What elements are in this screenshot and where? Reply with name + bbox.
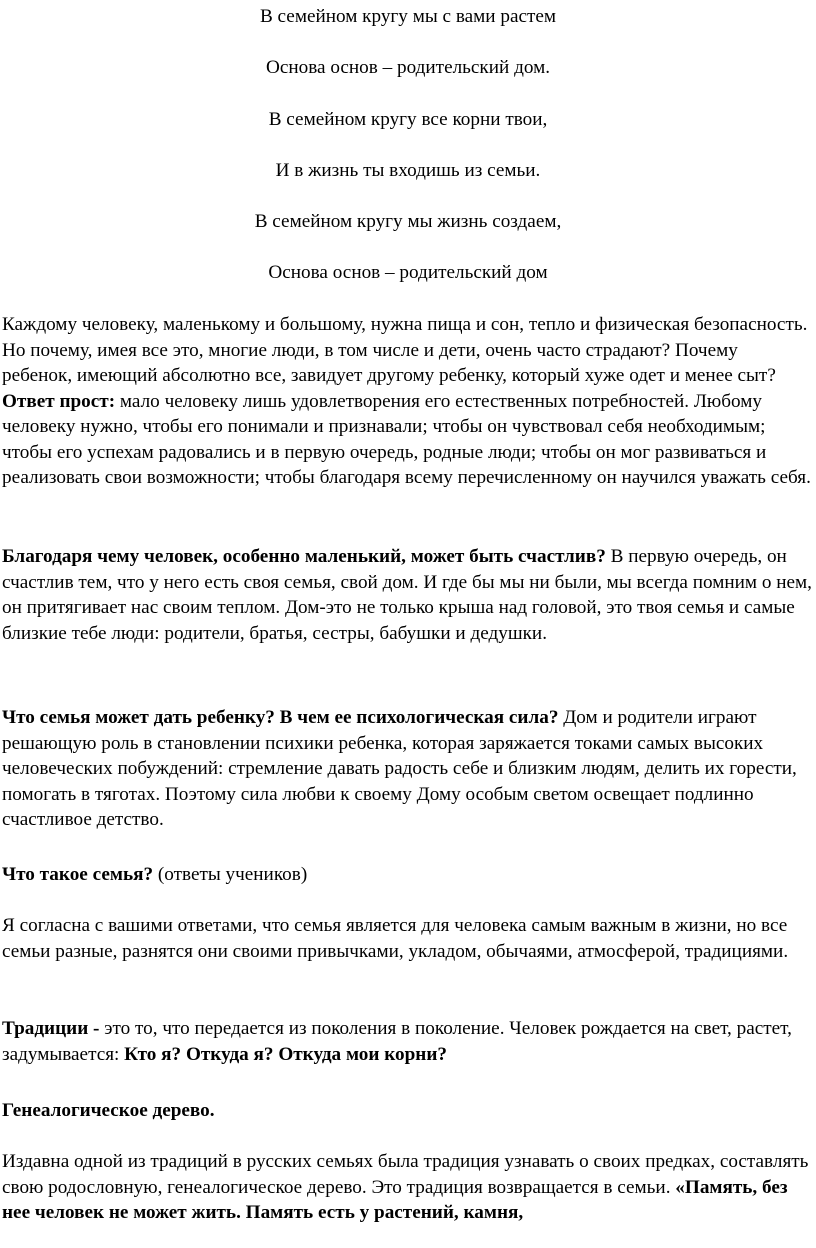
paragraph-needs-text-b: мало человеку лишь удовлетворения его естественных потребностей. Любому человеку нужно, чтобы его понимали и признавали; чтобы он чувствовал себя необходимым; чтобы его успехам радовались и в первую очередь, родные люди; чтобы он мог развиваться и реализовать свои возможности; чтобы благодаря всему перечисленному он научился уважать себя. xyxy=(2,390,811,488)
poem-line-5: В семейном кругу мы жизнь создаем, xyxy=(254,211,562,232)
poem-line-2: Основа основ – родительский дом. xyxy=(265,57,551,78)
paragraph-traditions-text: это то, что передается из поколения в поколение. Человек рождается на свет, растет, задумывается: xyxy=(2,1018,792,1065)
paragraph-agreement-text: Я согласна с вашими ответами, что семья является для человека самым важным в жизни, но все семьи разные, разнятся они своими привычками, укладом, обычаями, атмосферой, традициями. xyxy=(2,915,789,962)
paragraph-needs xyxy=(2,312,812,491)
paragraph-family-strength-question: Что семья может дать ребенку? В чем ее психологическая сила? xyxy=(2,707,559,728)
heading-genealogical-tree-text: Генеалогическое дерево. xyxy=(2,1100,215,1121)
paragraph-happiness-text: В первую очередь, он счастлив тем, что у него есть своя семья, свой дом. И где бы мы ни были, мы всегда помним о нем, он притягивает нас своим теплом. Дом-это не только крыша над головой, это твоя семья и самые близкие тебе люди: родители, братья, сестры, бабушки и дедушки. xyxy=(2,546,812,644)
paragraph-needs-text-a: Каждому человеку, маленькому и большому, нужна пища и сон, тепло и физическая безопасность. Но почему, имея все это, многие люди, в том числе и дети, очень часто страдают? Почему ребенок, имеющий абсолютно все, завидует другому ребенку, который хуже одет и менее сыт? xyxy=(2,314,808,386)
paragraph-agreement xyxy=(2,913,812,964)
poem-line-6: Основа основ – родительский дом xyxy=(268,262,548,283)
heading-genealogical-tree xyxy=(2,1098,812,1124)
paragraph-traditions xyxy=(2,1016,812,1067)
paragraph-what-is-family xyxy=(2,862,812,888)
paragraph-genealogy xyxy=(2,1149,812,1226)
paragraph-happiness-question: Благодаря чему человек, особенно маленький, может быть счастлив? xyxy=(2,546,606,567)
poem-line-1: В семейном кругу мы с вами растем xyxy=(259,6,557,27)
paragraph-family-strength-text: Дом и родители играют решающую роль в становлении психики ребенка, которая заряжается токами самых высоких человеческих побуждений: стремление давать радость себе и близким людям, делить их горести, помогать в тяготах. Поэтому сила любви к своему Дому особым светом освещает подлинно счастливое детство. xyxy=(2,707,797,830)
paragraph-traditions-term: Традиции - xyxy=(2,1018,100,1039)
paragraph-what-is-family-question: Что такое семья? xyxy=(2,864,154,885)
paragraph-genealogy-text: Издавна одной из традиций в русских семьях была традиция узнавать о своих предках, составлять свою родословную, генеалогическое дерево. Это традиция возвращается в семьи. xyxy=(2,1151,809,1198)
paragraph-needs-bold: Ответ прост: xyxy=(2,390,116,412)
poem-line-3: В семейном кругу все корни твои, xyxy=(268,109,548,130)
paragraph-family-strength xyxy=(2,705,812,833)
paragraph-happiness xyxy=(2,544,812,646)
paragraph-traditions-questions: Кто я? Откуда я? Откуда мои корни? xyxy=(124,1043,447,1065)
paragraph-what-is-family-text: (ответы учеников) xyxy=(157,864,308,885)
poem-line-4: И в жизнь ты входишь из семьи. xyxy=(275,160,541,181)
paragraph-genealogy-quote: «Память, без нее человек не может жить. Память есть у растений, камня, xyxy=(2,1176,788,1223)
